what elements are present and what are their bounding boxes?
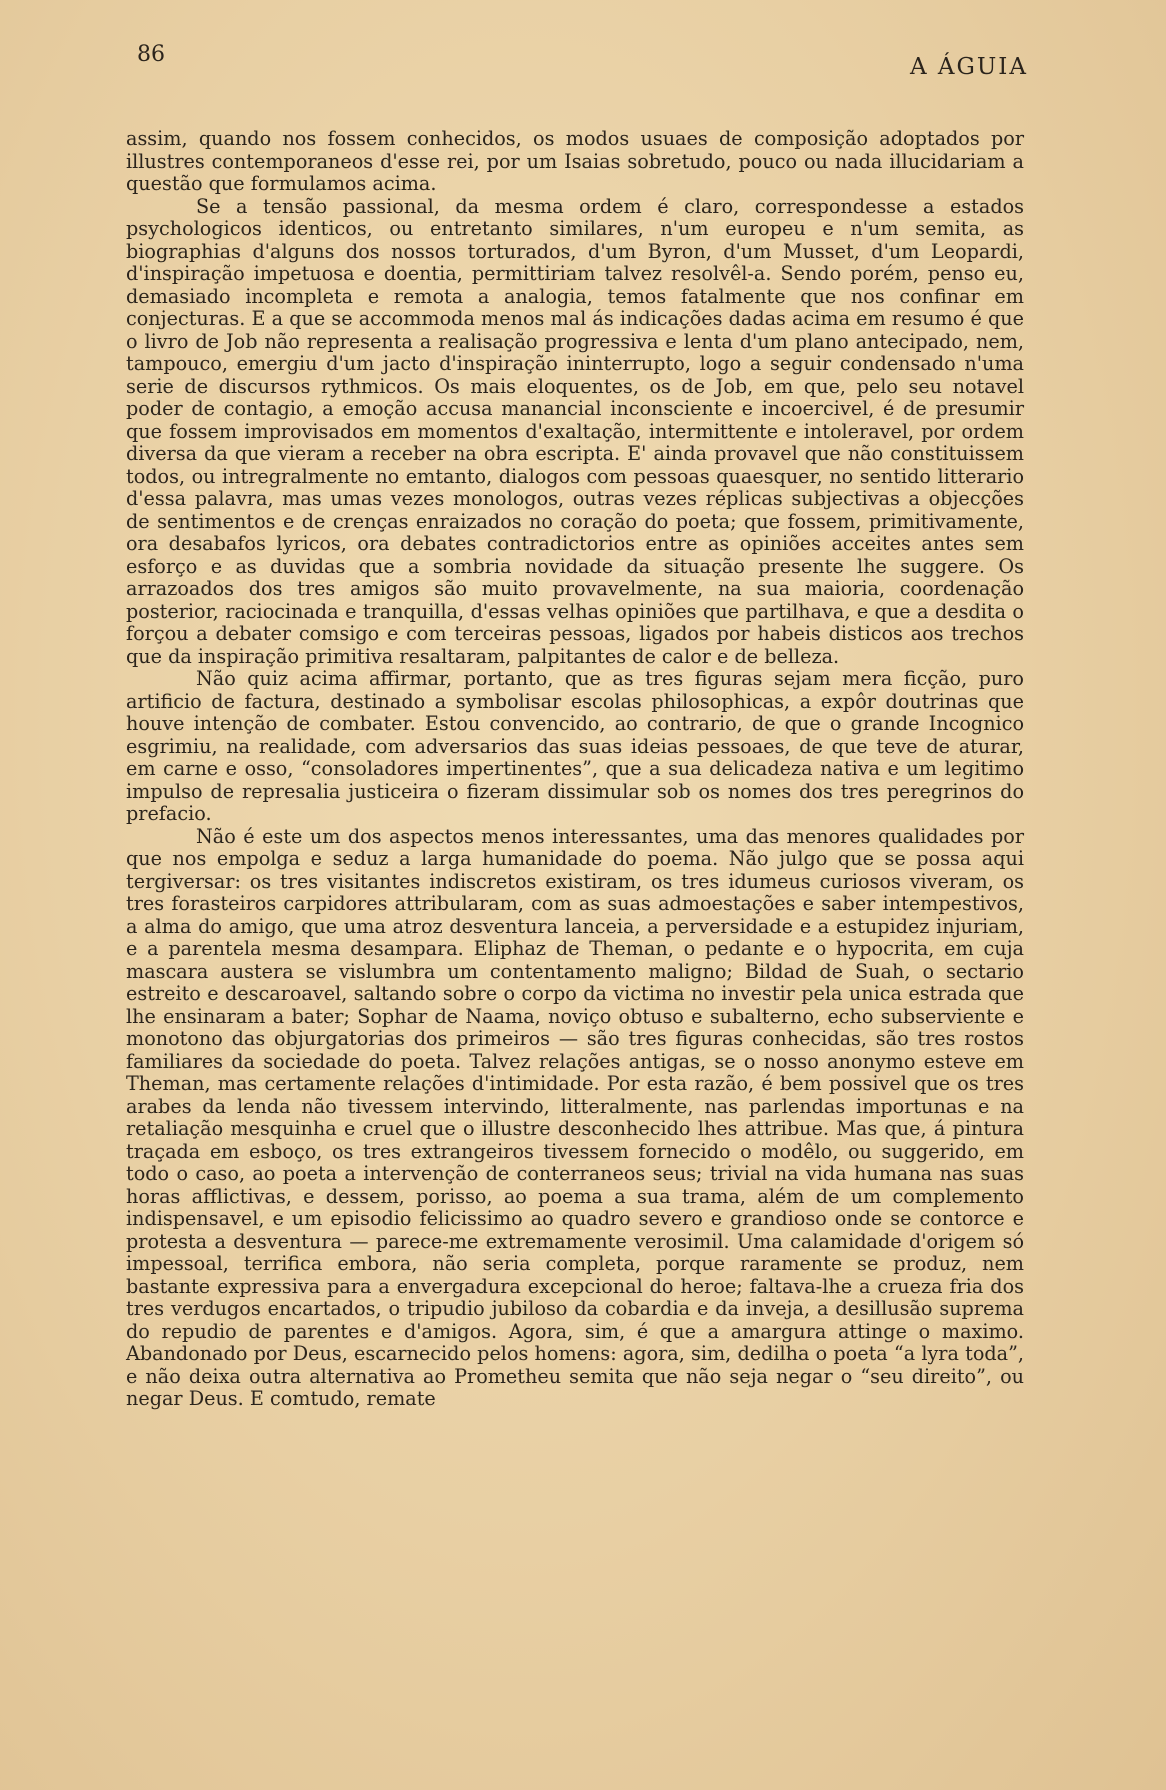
paragraph: Não é este um dos aspectos menos interessantes, uma das menores qualidades por que nos empolga e seduz a larga humanidade do poema. Não julgo que se possa aqui tergiversar: os tres visitantes indiscretos existiram, os tres idumeus curiosos viveram, os tres forasteiros carpidores attribularam, com as suas admoestações e saber intempestivos, a alma do amigo, que uma atroz desventura lanceia, a perversidade e a estupidez injuriam, e a parentela mesma desampara. Eliphaz de Theman, o pedante e o hypocrita, em cuja mascara austera se vislumbra um contentamento maligno; Bildad de Suah, o sectario estreito e descaroavel, saltando sobre o corpo da victima no investir pela unica estrada que lhe ensinaram a bater; Sophar de Naama, noviço obtuso e subalterno, echo subserviente e monotono das objurgatorias dos primeiros — são tres figuras conhecidas, são tres rostos familiares da sociedade do poeta. Talvez relações antigas, se o nosso anonymo esteve em Theman, mas certamente relações d'intimidade. Por esta razão, é bem possivel que os tres arabes da lenda não tivessem intervindo, litteralmente, nas parlendas importunas e na retaliação mesquinha e cruel que o illustre desconhecido lhes attribue. Mas que, á pintura traçada em esboço, os tres extrangeiros tivessem fornecido o modêlo, ou suggerido, em todo o caso, ao poeta a intervenção de conterraneos seus; trivial na vida humana nas suas horas afflictivas, e dessem, porisso, ao poema a sua trama, além de um complemento indispensavel, e um episodio felicissimo ao quadro severo e grandioso onde se contorce e protesta a desventura — parece-me extremamente verosimil. Uma calamidade d'origem só impessoal, terrifica embora, não seria completa, porque raramente se produz, nem bastante expressiva para a envergadura excepcional do heroe; faltava-lhe a crueza fria dos tres verdugos encartados, o tripudio jubiloso da cobardia e da inveja, a desillusão suprema do repudio de parentes e d'amigos. Agora, sim, é que a amargura attinge o maximo. Abandonado por Deus, escarnecido pelos homens: agora, sim, dedilha o poeta “a lyra toda”, e não deixa outra alternativa ao Prometheu semita que não seja negar o “seu direito”, ou negar Deus. E comtudo, remate — [126, 824, 1024, 1410]
journal-title: A ÁGUIA — [910, 54, 1028, 80]
page-number: 86 — [137, 42, 165, 67]
paragraph: Se a tensão passional, da mesma ordem é claro, correspondesse a estados psychologicos identicos, ou entretanto similares, n'um europeu e n'um semita, as biographias d'alguns dos nossos torturados, d'um Byron, d'um Musset, d'um Leopardi, d'inspiração impetuosa e doentia, permittiriam talvez resolvêl-a. Sendo porém, penso eu, demasiado incompleta e remota a analogia, temos fatalmente que nos confinar em conjecturas. E a que se accommoda menos mal ás indicações dadas acima em resumo é que o livro de Job não representa a realisação progressiva e lenta d'um plano antecipado, nem, tampouco, emergiu d'um jacto d'inspiração ininterrupto, logo a seguir condensado n'uma serie de discursos rythmicos. Os mais eloquentes, os de Job, em que, pelo seu notavel poder de contagio, a emoção accusa manancial inconsciente e incoercivel, é de presumir que fossem improvisados em momentos d'exaltação, intermittente e intoleravel, por ordem diversa da que vieram a receber na obra escripta. E' ainda provavel que não constituissem todos, ou intregralmente no emtanto, dialogos com pessoas quaesquer, no sentido litterario d'essa palavra, mas umas vezes monologos, outras vezes réplicas subjectivas a objecções de sentimentos e de crenças enraizados no coração do poeta; que fossem, primitivamente, ora desabafos lyricos, ora debates contradictorios entre as opiniões acceites antes sem esforço e as duvidas que a sombria novidade da situação presente lhe suggere. Os arrazoados dos tres amigos são muito provavelmente, na sua maioria, coordenação posterior, raciocinada e tranquilla, d'essas velhas opiniões que partilhava, e que a desdita o forçou a debater comsigo e com terceiras pessoas, ligados por habeis disticos aos trechos que da inspiração primitiva resaltaram, palpitantes de calor e de belleza. — [126, 194, 1024, 668]
paragraph: assim, quando nos fossem conhecidos, os modos usuaes de composição adoptados por illustres contemporaneos d'esse rei, por um Isaias sobretudo, pouco ou nada illucidariam a questão que formulamos acima. — [126, 127, 1024, 195]
page-header — [0, 42, 1166, 82]
paragraph: Não quiz acima affirmar, portanto, que as tres figuras sejam mera ficção, puro artificio de factura, destinado a symbolisar escolas philosophicas, a expôr doutrinas que houve intenção de combater. Estou convencido, ao contrario, de que o grande Incognico esgrimiu, na realidade, com adversarios das suas ideias pessoaes, de que teve de aturar, em carne e osso, “consoladores impertinentes”, que a sua delicadeza nativa e um legitimo impulso de represalia justiceira o fizeram dissimular sob os nomes dos tres peregrinos do prefacio. — [126, 667, 1024, 825]
body-text — [126, 128, 1024, 1411]
